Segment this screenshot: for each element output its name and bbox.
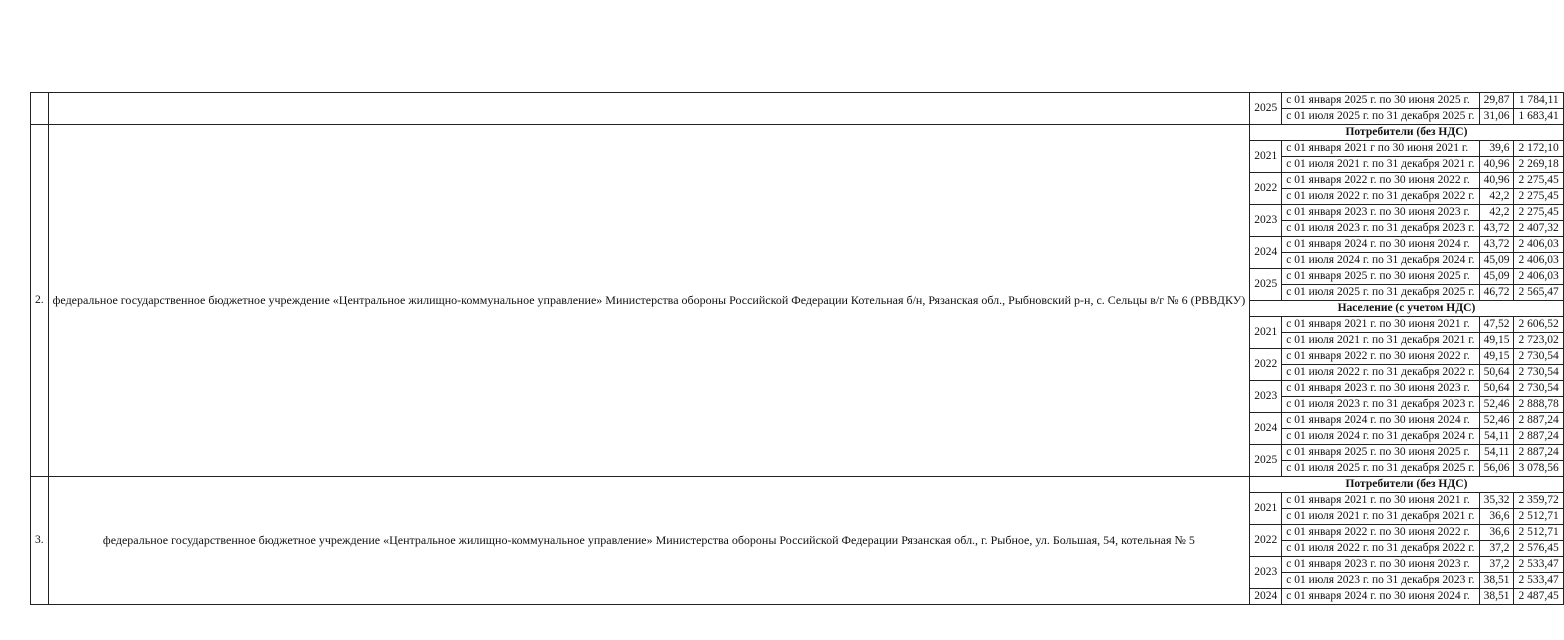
period-cell: с 01 января 2022 г. по 30 июня 2022 г. <box>1282 349 1479 365</box>
value-cell: 37,2 <box>1479 557 1514 573</box>
value-cell: 2 512,71 <box>1514 525 1563 541</box>
value-cell: 2 888,78 <box>1514 397 1563 413</box>
period-cell: с 01 июля 2022 г. по 31 декабря 2022 г. <box>1282 365 1479 381</box>
period-cell: с 01 июля 2022 г. по 31 декабря 2022 г. <box>1282 541 1479 557</box>
value-cell: 1 784,11 <box>1514 93 1563 109</box>
value-cell: 2 565,47 <box>1514 285 1563 301</box>
value-cell: 2 887,24 <box>1514 445 1563 461</box>
value-cell: 29,87 <box>1479 93 1514 109</box>
year-cell: 2025 <box>1250 445 1282 477</box>
value-cell: 43,72 <box>1479 221 1514 237</box>
tariff-row <box>31 93 1564 109</box>
value-cell: 50,64 <box>1479 365 1514 381</box>
period-cell: с 01 января 2024 г. по 30 июня 2024 г. <box>1282 589 1479 605</box>
value-cell: 2 275,45 <box>1514 205 1563 221</box>
organization-cell <box>48 477 1250 605</box>
organization-name: федеральное государственное бюджетное учреждение «Центральное жилищно-коммунальное управление» Министерства обороны Российской Федерации <box>102 533 899 548</box>
period-cell: с 01 января 2024 г. по 30 июня 2024 г. <box>1282 237 1479 253</box>
period-cell: с 01 июля 2023 г. по 31 декабря 2023 г. <box>1282 397 1479 413</box>
value-cell: 2 487,45 <box>1514 589 1563 605</box>
value-cell: 2 406,03 <box>1514 269 1563 285</box>
section-header-row <box>31 125 1564 141</box>
value-cell: 2 275,45 <box>1514 173 1563 189</box>
period-cell: с 01 января 2025 г. по 30 июня 2025 г. <box>1282 93 1479 109</box>
value-cell: 2 406,03 <box>1514 253 1563 269</box>
period-cell: с 01 января 2023 г. по 30 июня 2023 г. <box>1282 381 1479 397</box>
value-cell: 2 887,24 <box>1514 413 1563 429</box>
value-cell: 2 606,52 <box>1514 317 1563 333</box>
year-cell: 2022 <box>1250 173 1282 205</box>
value-cell: 39,6 <box>1479 141 1514 157</box>
value-cell: 2 359,72 <box>1514 493 1563 509</box>
value-cell: 52,46 <box>1479 397 1514 413</box>
tariff-table <box>30 92 1564 605</box>
year-cell: 2023 <box>1250 381 1282 413</box>
period-cell: с 01 июля 2024 г. по 31 декабря 2024 г. <box>1282 429 1479 445</box>
year-cell: 2025 <box>1250 269 1282 301</box>
value-cell: 38,51 <box>1479 589 1514 605</box>
period-cell: с 01 января 2022 г. по 30 июня 2022 г. <box>1282 525 1479 541</box>
value-cell: 1 683,41 <box>1514 109 1563 125</box>
value-cell: 2 730,54 <box>1514 349 1563 365</box>
year-cell: 2021 <box>1250 317 1282 349</box>
value-cell: 40,96 <box>1479 157 1514 173</box>
value-cell: 2 723,02 <box>1514 333 1563 349</box>
organization-name: федеральное государственное бюджетное учреждение «Центральное жилищно-коммунальное управление» Министерства обороны Российской Федерации <box>52 293 848 308</box>
boiler-location: Котельная б/н, Рязанская обл., Рыбновский р-н, с. Сельцы в/г № 6 (РВВДКУ) <box>850 293 1246 308</box>
value-cell: 38,51 <box>1479 573 1514 589</box>
value-cell: 47,52 <box>1479 317 1514 333</box>
period-cell: с 01 июля 2025 г. по 31 декабря 2025 г. <box>1282 109 1479 125</box>
value-cell: 42,2 <box>1479 189 1514 205</box>
value-cell: 49,15 <box>1479 333 1514 349</box>
value-cell: 2 533,47 <box>1514 573 1563 589</box>
value-cell: 3 078,56 <box>1514 461 1563 477</box>
year-cell: 2021 <box>1250 141 1282 173</box>
value-cell: 2 512,71 <box>1514 509 1563 525</box>
boiler-location: Рязанская обл., г. Рыбное, ул. Большая, 54, котельная № 5 <box>901 533 1195 548</box>
tariff-table-body <box>31 93 1564 605</box>
value-cell: 2 269,18 <box>1514 157 1563 173</box>
period-cell: с 01 июля 2022 г. по 31 декабря 2022 г. <box>1282 189 1479 205</box>
organization-cell <box>48 125 1250 477</box>
value-cell: 56,06 <box>1479 461 1514 477</box>
year-cell: 2022 <box>1250 349 1282 381</box>
period-cell: с 01 июля 2024 г. по 31 декабря 2024 г. <box>1282 253 1479 269</box>
period-cell: с 01 июля 2021 г. по 31 декабря 2021 г. <box>1282 157 1479 173</box>
period-cell: с 01 января 2023 г. по 30 июня 2023 г. <box>1282 557 1479 573</box>
value-cell: 43,72 <box>1479 237 1514 253</box>
year-cell: 2022 <box>1250 525 1282 557</box>
value-cell: 2 406,03 <box>1514 237 1563 253</box>
period-cell: с 01 июля 2021 г. по 31 декабря 2021 г. <box>1282 333 1479 349</box>
value-cell: 36,6 <box>1479 525 1514 541</box>
year-cell: 2025 <box>1250 93 1282 125</box>
value-cell: 46,72 <box>1479 285 1514 301</box>
value-cell: 35,32 <box>1479 493 1514 509</box>
period-cell: с 01 января 2021 г. по 30 июня 2021 г. <box>1282 493 1479 509</box>
population-header: Население (с учетом НДС) <box>1250 301 1563 317</box>
consumers-header: Потребители (без НДС) <box>1250 125 1563 141</box>
consumers-header: Потребители (без НДС) <box>1250 477 1563 493</box>
value-cell: 2 407,32 <box>1514 221 1563 237</box>
value-cell: 2 887,24 <box>1514 429 1563 445</box>
value-cell: 45,09 <box>1479 269 1514 285</box>
value-cell: 2 730,54 <box>1514 381 1563 397</box>
year-cell: 2024 <box>1250 589 1282 605</box>
value-cell: 50,64 <box>1479 381 1514 397</box>
value-cell: 52,46 <box>1479 413 1514 429</box>
value-cell: 31,06 <box>1479 109 1514 125</box>
value-cell: 2 533,47 <box>1514 557 1563 573</box>
year-cell: 2023 <box>1250 557 1282 589</box>
value-cell: 36,6 <box>1479 509 1514 525</box>
entry-number: 2. <box>31 125 49 477</box>
value-cell: 54,11 <box>1479 445 1514 461</box>
section-header-row <box>31 477 1564 493</box>
number-cell <box>31 93 49 125</box>
value-cell: 45,09 <box>1479 253 1514 269</box>
period-cell: с 01 июля 2025 г. по 31 декабря 2025 г. <box>1282 461 1479 477</box>
value-cell: 42,2 <box>1479 205 1514 221</box>
organization-cell <box>48 93 1250 125</box>
period-cell: с 01 января 2025 г. по 30 июня 2025 г. <box>1282 445 1479 461</box>
period-cell: с 01 июля 2021 г. по 31 декабря 2021 г. <box>1282 509 1479 525</box>
period-cell: с 01 января 2022 г. по 30 июня 2022 г. <box>1282 173 1479 189</box>
value-cell: 40,96 <box>1479 173 1514 189</box>
period-cell: с 01 января 2021 г по 30 июня 2021 г. <box>1282 141 1479 157</box>
value-cell: 49,15 <box>1479 349 1514 365</box>
value-cell: 2 172,10 <box>1514 141 1563 157</box>
period-cell: с 01 июля 2023 г. по 31 декабря 2023 г. <box>1282 573 1479 589</box>
year-cell: 2023 <box>1250 205 1282 237</box>
value-cell: 37,2 <box>1479 541 1514 557</box>
value-cell: 2 730,54 <box>1514 365 1563 381</box>
period-cell: с 01 января 2024 г. по 30 июня 2024 г. <box>1282 413 1479 429</box>
year-cell: 2021 <box>1250 493 1282 525</box>
value-cell: 2 275,45 <box>1514 189 1563 205</box>
value-cell: 2 576,45 <box>1514 541 1563 557</box>
period-cell: с 01 января 2025 г. по 30 июня 2025 г. <box>1282 269 1479 285</box>
entry-number: 3. <box>31 477 49 605</box>
period-cell: с 01 июля 2023 г. по 31 декабря 2023 г. <box>1282 221 1479 237</box>
period-cell: с 01 января 2023 г. по 30 июня 2023 г. <box>1282 205 1479 221</box>
period-cell: с 01 января 2021 г. по 30 июня 2021 г. <box>1282 317 1479 333</box>
period-cell: с 01 июля 2025 г. по 31 декабря 2025 г. <box>1282 285 1479 301</box>
year-cell: 2024 <box>1250 237 1282 269</box>
year-cell: 2024 <box>1250 413 1282 445</box>
value-cell: 54,11 <box>1479 429 1514 445</box>
